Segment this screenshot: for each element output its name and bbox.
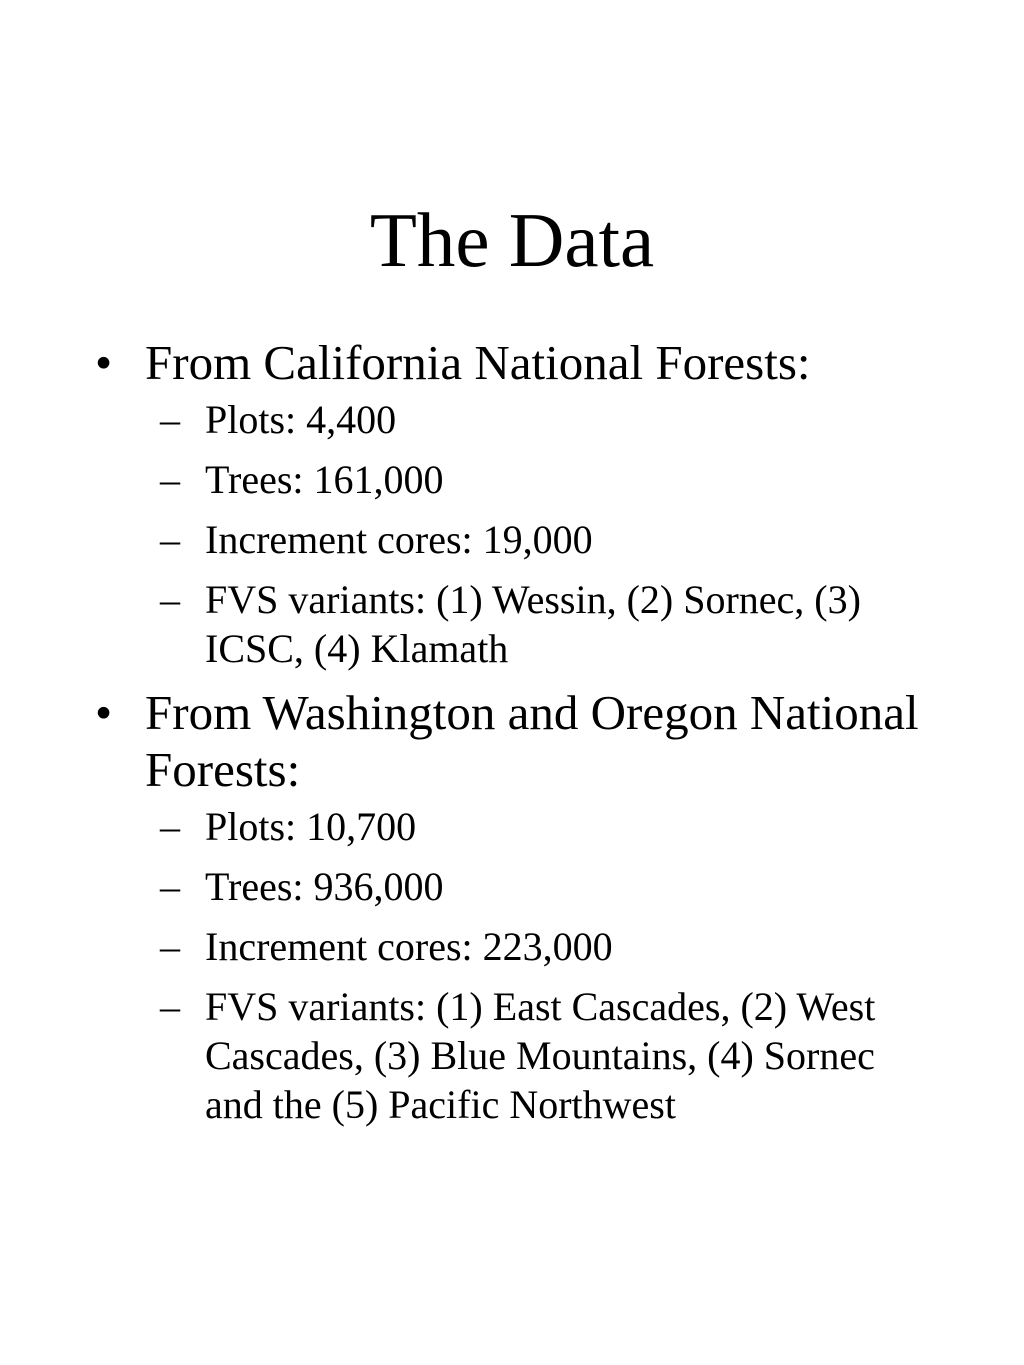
sub-item-text: Plots: 4,400 <box>205 397 397 442</box>
bullet-list <box>0 334 1024 1140</box>
sub-item-text: FVS variants: (1) Wessin, (2) Sornec, (3) ICSC, (4) Klamath <box>205 577 861 671</box>
slide-title: The Data <box>369 197 655 283</box>
bullet-item-washington-oregon <box>0 684 1024 1129</box>
bullet-heading: From Washington and Oregon National Forests: <box>145 685 919 797</box>
bullet-icon: • <box>95 685 113 740</box>
sub-item <box>0 455 964 504</box>
sub-item <box>0 862 964 911</box>
sub-list-california <box>145 395 964 673</box>
bullet-item-california <box>0 334 1024 673</box>
dash-icon: – <box>160 864 180 909</box>
sub-item-text: Trees: 936,000 <box>205 864 444 909</box>
sub-item <box>0 982 964 1129</box>
sub-item <box>0 922 964 971</box>
sub-item-text: FVS variants: (1) East Cascades, (2) West Cascades, (3) Blue Mountains, (4) Sornec and the (5) Pacific Northwest <box>205 984 876 1127</box>
dash-icon: – <box>160 577 180 622</box>
dash-icon: – <box>160 804 180 849</box>
dash-icon: – <box>160 517 180 562</box>
sub-item <box>0 515 964 564</box>
sub-item <box>0 395 964 444</box>
sub-item-text: Increment cores: 19,000 <box>205 517 593 562</box>
dash-icon: – <box>160 924 180 969</box>
bullet-heading: From California National Forests: <box>145 335 811 390</box>
dash-icon: – <box>160 457 180 502</box>
sub-item-text: Plots: 10,700 <box>205 804 417 849</box>
sub-item-text: Trees: 161,000 <box>205 457 444 502</box>
sub-list-washington-oregon <box>145 802 964 1129</box>
sub-item <box>0 802 964 851</box>
dash-icon: – <box>160 397 180 442</box>
bullet-icon: • <box>95 335 113 390</box>
sub-item <box>0 575 964 673</box>
dash-icon: – <box>160 984 180 1029</box>
sub-item-text: Increment cores: 223,000 <box>205 924 613 969</box>
